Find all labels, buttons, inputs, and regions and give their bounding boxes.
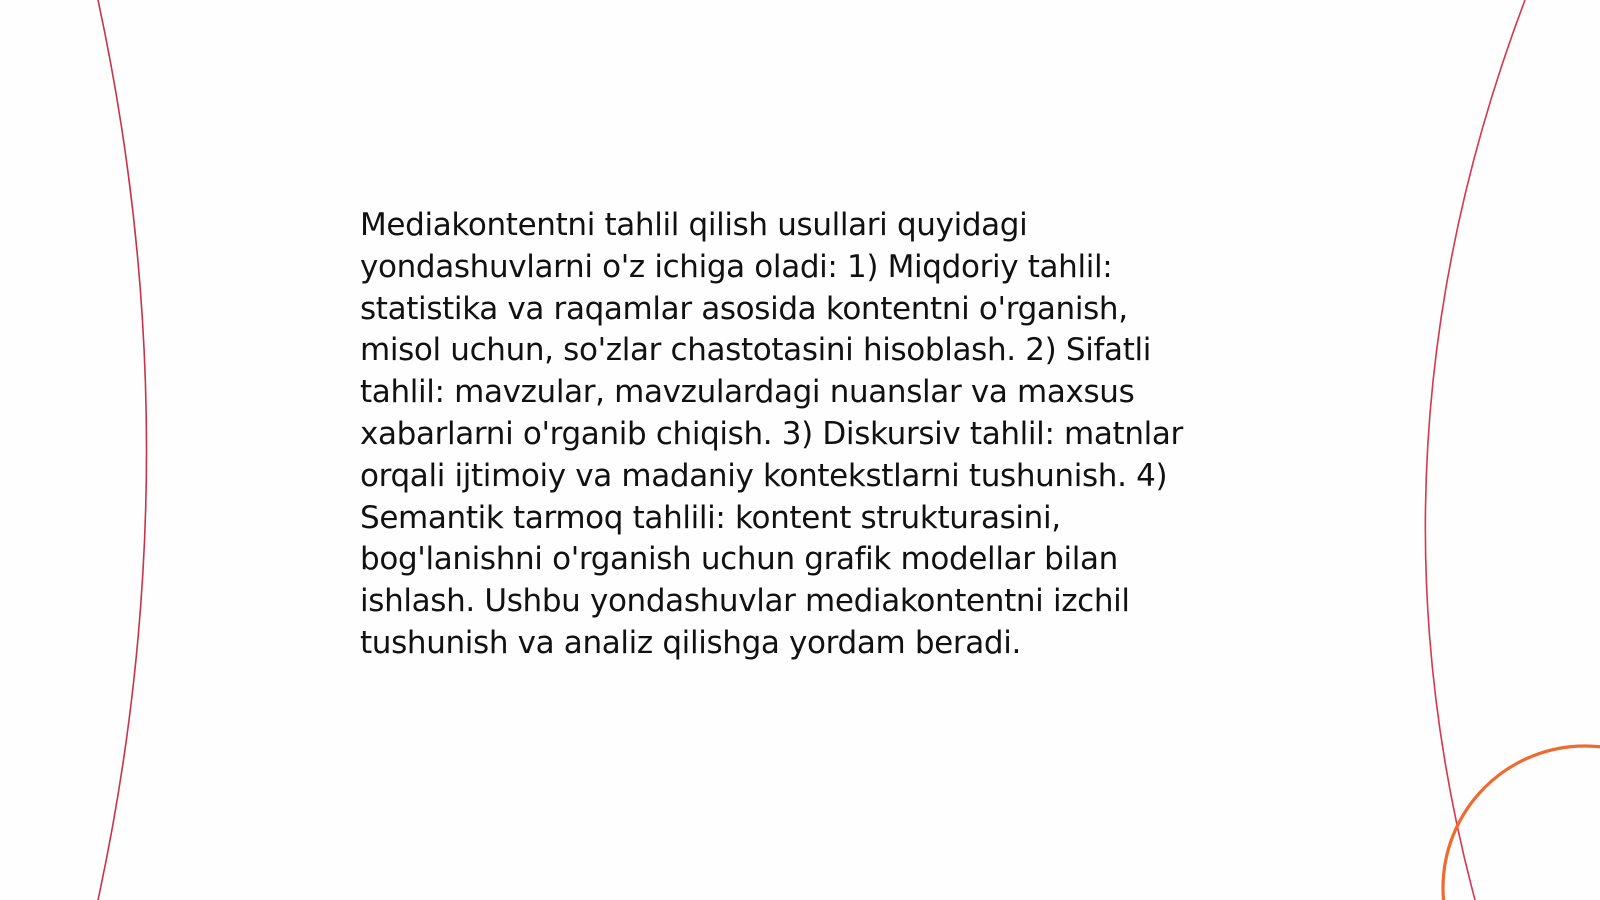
accent-circle — [1443, 746, 1600, 900]
body-text-line: statistika va raqamlar asosida kontentni o'rganish, — [360, 290, 1128, 327]
left-arc-line — [98, 0, 147, 900]
body-text-line: Semantik tarmoq tahlili: kontent strukturasini, — [360, 499, 1061, 536]
right-arc-line — [1425, 0, 1525, 900]
body-text-line: xabarlarni o'rganib chiqish. 3) Diskursiv tahlil: matnlar — [360, 415, 1183, 452]
slide-body-text — [360, 205, 1260, 665]
body-text-line: ishlash. Ushbu yondashuvlar mediakontentni izchil — [360, 583, 1130, 620]
body-text-line: misol uchun, so'zlar chastotasini hisoblash. 2) Sifatli — [360, 332, 1152, 369]
body-text-line: orqali ijtimoiy va madaniy kontekstlarni tushunish. 4) — [360, 457, 1168, 494]
body-text-line: yondashuvlarni o'z ichiga oladi: 1) Miqdoriy tahlil: — [360, 248, 1113, 285]
body-text-line: tushunish va analiz qilishga yordam beradi. — [360, 624, 1022, 661]
body-text-line: bog'lanishni o'rganish uchun grafik modellar bilan — [360, 541, 1118, 578]
body-text-line: Mediakontentni tahlil qilish usullari quyidagi — [360, 207, 1028, 243]
body-text-line: tahlil: mavzular, mavzulardagi nuanslar va maxsus — [360, 374, 1135, 411]
